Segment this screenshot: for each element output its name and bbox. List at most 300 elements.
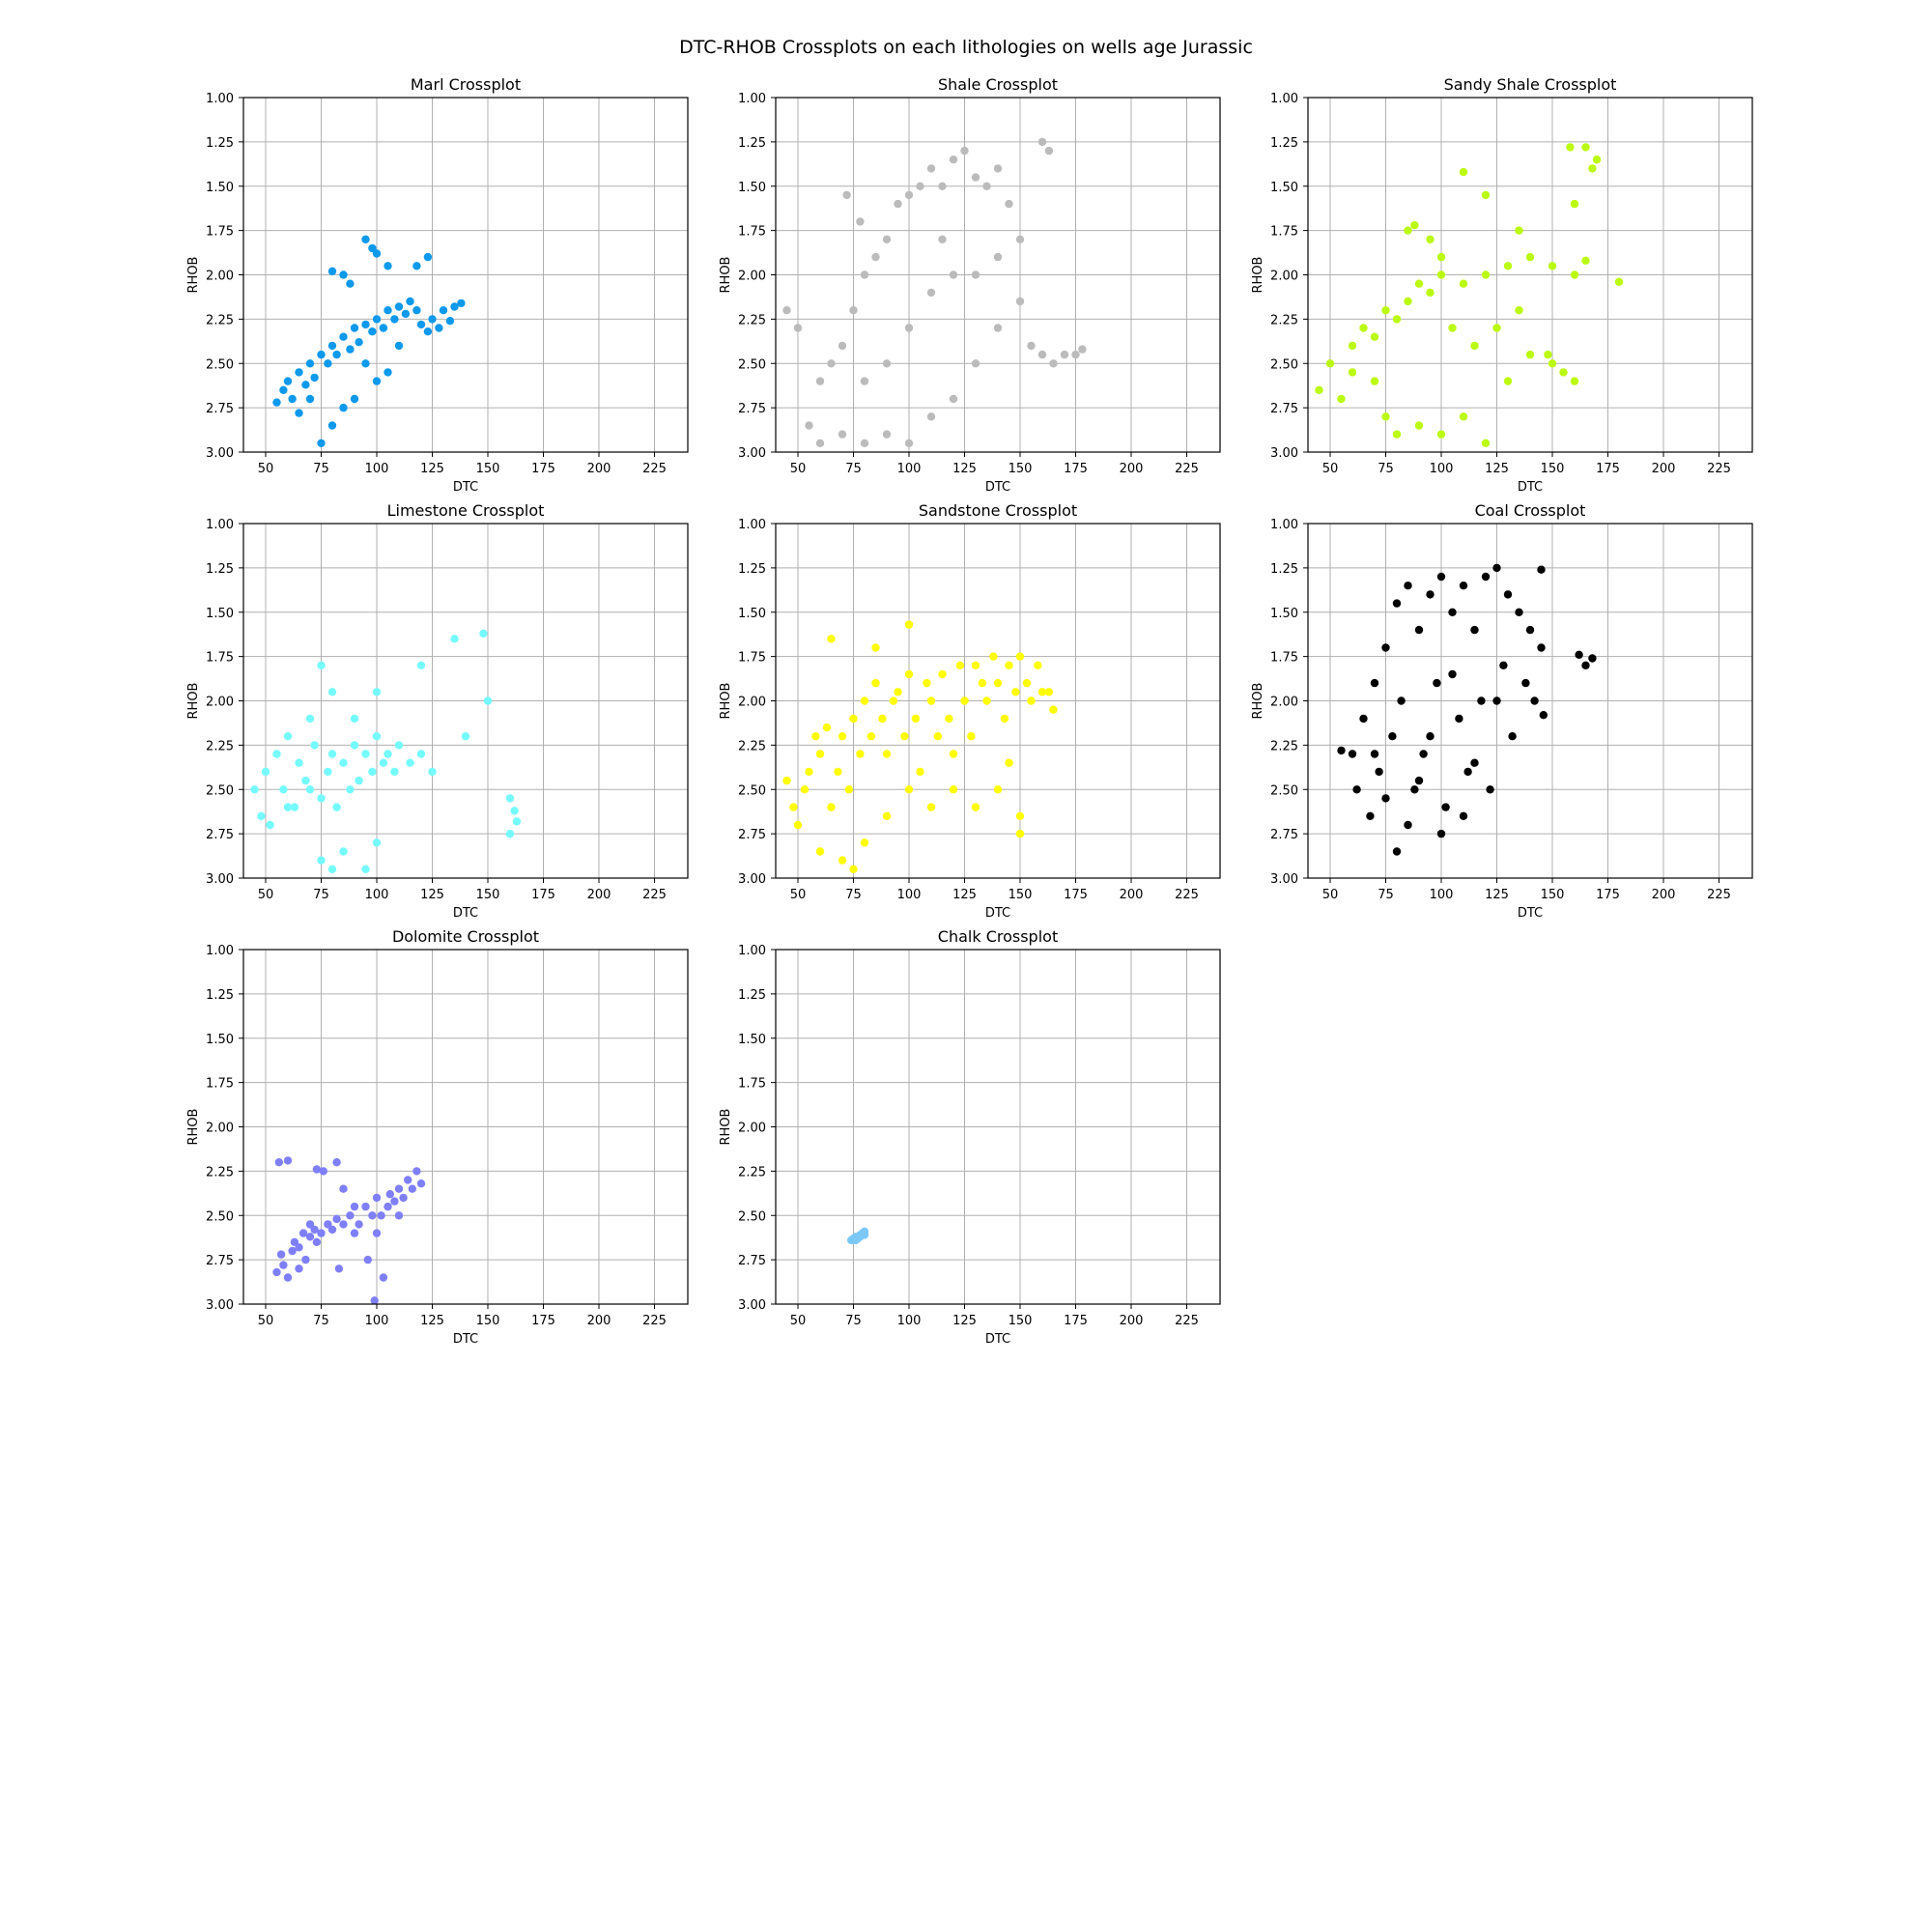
data-point [446,317,454,325]
data-point [346,345,354,353]
data-point [1544,351,1551,358]
data-point [849,715,857,723]
data-point [883,430,891,438]
data-point [927,696,935,704]
data-point [1448,324,1456,331]
data-point [1455,715,1463,723]
data-point [368,327,376,335]
data-point [1571,377,1578,384]
data-point [838,430,846,438]
y-tick-label: 1.50 [1270,606,1298,621]
y-tick-label: 1.50 [206,1032,234,1047]
x-tick-label: 50 [1321,888,1339,902]
x-tick-label: 200 [1119,888,1144,902]
data-point [894,688,901,696]
x-axis-label: DTC [1517,906,1544,921]
data-point [1566,143,1574,151]
data-point [306,359,314,367]
subplot [1251,501,1752,921]
data-point [1426,590,1434,598]
data-point [457,299,465,307]
data-point [905,670,913,678]
data-point [332,351,340,358]
x-tick-label: 125 [420,462,444,476]
y-tick-label: 2.25 [738,313,766,328]
data-point [871,643,879,651]
data-point [339,333,347,341]
data-point [1426,236,1434,243]
x-tick-label: 75 [1378,888,1394,902]
data-point [938,183,946,190]
x-tick-label: 175 [1064,1314,1088,1328]
data-point [339,1185,347,1193]
y-tick-label: 1.25 [206,987,234,1003]
data-point [1437,270,1445,278]
data-point [1371,679,1378,687]
data-point [834,768,841,776]
x-tick-label: 75 [845,462,862,476]
data-point [373,377,381,384]
y-tick-label: 2.00 [206,269,234,284]
x-tick-label: 100 [364,1314,389,1328]
data-point [1482,191,1490,199]
data-point [384,262,391,270]
data-point [484,696,492,704]
data-point [351,1203,358,1210]
data-point [412,306,420,314]
subplot [719,501,1220,921]
data-point [1071,351,1079,358]
x-tick-label: 100 [364,888,389,902]
data-point [827,635,835,642]
y-axis-label: RHOB [186,256,201,294]
data-point [406,759,413,767]
data-point [849,866,857,873]
data-point [1437,430,1445,438]
x-tick-label: 100 [896,462,922,476]
y-tick-label: 2.50 [206,357,234,373]
data-point [373,688,381,696]
y-tick-label: 1.25 [1270,561,1298,577]
subplot [186,75,688,495]
y-tick-label: 1.25 [738,561,766,577]
data-point [883,750,891,757]
x-tick-label: 150 [1540,888,1565,902]
data-point [428,315,436,323]
y-tick-label: 1.00 [738,518,766,532]
data-point [450,635,458,642]
y-tick-label: 1.75 [738,1076,766,1092]
data-point [883,236,891,243]
y-tick-label: 2.00 [738,695,766,710]
data-point [861,838,868,846]
data-point [1460,280,1467,288]
x-tick-label: 75 [313,462,329,476]
data-point [805,768,812,776]
data-point [288,395,296,403]
y-tick-label: 2.00 [206,1121,234,1136]
data-point [373,1194,381,1202]
data-point [1315,386,1322,394]
data-point [900,732,908,740]
y-tick-label: 1.75 [206,224,234,240]
subplot [186,501,688,921]
data-point [361,236,369,243]
x-tick-label: 175 [531,888,555,902]
x-tick-label: 150 [475,1314,500,1328]
data-point [912,715,920,723]
data-point [380,1273,387,1281]
y-tick-label: 1.00 [206,518,234,532]
data-point [351,1229,358,1236]
data-point [1349,368,1356,376]
y-tick-label: 1.25 [206,135,234,151]
data-point [871,679,879,687]
y-tick-label: 3.00 [206,446,234,461]
data-point [1011,688,1019,696]
y-tick-label: 1.25 [206,561,234,577]
data-point [351,715,358,723]
data-point [905,785,913,793]
data-point [395,1211,403,1219]
data-point [972,803,980,810]
data-point [1492,564,1500,572]
data-point [1049,706,1057,714]
data-point [1393,599,1401,607]
data-point [1016,236,1024,243]
y-axis-label: RHOB [719,1108,733,1146]
data-point [1588,164,1596,172]
x-tick-label: 50 [789,888,807,902]
data-point [794,324,802,331]
x-axis-label: DTC [452,906,479,921]
data-point [346,1211,354,1219]
data-point [1016,298,1024,305]
data-point [994,164,1002,172]
data-point [284,803,292,810]
y-tick-label: 2.00 [738,269,766,284]
data-point [923,679,930,687]
data-point [295,368,302,376]
data-point [1492,324,1500,331]
data-point [916,768,923,776]
x-tick-label: 125 [1485,888,1509,902]
data-point [346,785,354,793]
data-point [424,327,432,335]
data-point [380,759,387,767]
data-point [320,1167,327,1175]
y-tick-label: 2.75 [1270,402,1298,417]
data-point [938,670,946,678]
y-tick-label: 1.25 [1270,135,1298,151]
subplot [186,927,688,1347]
y-tick-label: 1.50 [738,1032,766,1047]
y-tick-label: 2.00 [206,695,234,710]
data-point [967,732,975,740]
data-point [1352,785,1360,793]
data-point [1381,306,1389,314]
data-point [272,398,280,406]
y-tick-label: 1.50 [206,606,234,621]
y-tick-label: 1.00 [738,944,766,958]
data-point [1381,794,1389,802]
data-point [838,342,846,350]
data-point [1393,315,1401,323]
data-point [816,377,824,384]
data-point [927,412,935,420]
data-point [384,1203,391,1210]
x-tick-label: 150 [1008,888,1033,902]
x-tick-label: 225 [1707,888,1731,902]
data-point [373,732,381,740]
x-tick-label: 175 [531,462,555,476]
data-point [361,321,369,328]
data-point [1371,333,1378,341]
y-tick-label: 2.25 [206,1165,234,1180]
data-point [284,1273,292,1281]
data-point [1397,696,1405,704]
data-point [1460,812,1467,820]
data-point [371,1296,379,1304]
y-tick-label: 1.00 [206,92,234,106]
data-point [1437,573,1445,581]
y-tick-label: 2.25 [1270,739,1298,754]
data-point [1404,582,1411,589]
data-point [306,1233,314,1240]
data-point [1415,777,1423,784]
data-point [945,715,952,723]
x-tick-label: 225 [642,462,667,476]
data-point [1437,253,1445,261]
data-point [816,847,824,855]
x-tick-label: 225 [642,1314,667,1328]
data-point [339,847,347,855]
data-point [905,324,913,331]
data-point [417,750,425,757]
y-tick-label: 2.75 [206,1254,234,1269]
subplot [719,75,1220,495]
data-point [938,236,946,243]
data-point [386,1190,394,1198]
data-point [905,620,913,628]
data-point [972,359,980,367]
subplot [1251,75,1752,495]
data-point [972,662,980,669]
y-tick-label: 3.00 [206,872,234,887]
subplot-title: Coal Crossplot [1474,501,1586,520]
data-point [332,1158,340,1166]
data-point [1559,368,1567,376]
y-tick-label: 3.00 [1270,446,1298,461]
data-point [364,1256,372,1264]
data-point [1463,768,1471,776]
data-point [842,191,850,199]
data-point [435,324,442,331]
data-point [1537,643,1545,651]
data-point [1371,750,1378,757]
data-point [1045,147,1053,155]
data-point [861,1231,868,1238]
data-point [1482,573,1490,581]
data-point [306,715,314,723]
data-point [1571,270,1578,278]
data-point [1504,377,1512,384]
data-point [339,759,347,767]
data-point [1426,732,1434,740]
data-point [894,200,901,208]
data-point [295,409,302,416]
data-point [1415,421,1423,429]
subplot-title: Sandstone Crossplot [918,501,1078,520]
data-point [412,262,420,270]
y-tick-label: 2.00 [1270,269,1298,284]
y-axis-label: RHOB [186,1108,201,1146]
data-point [1034,662,1041,669]
y-tick-label: 1.75 [206,1076,234,1092]
data-point [867,732,875,740]
x-tick-label: 50 [789,1314,807,1328]
data-point [301,777,309,784]
data-point [328,866,336,873]
x-tick-label: 100 [1429,888,1454,902]
y-tick-label: 1.50 [1270,180,1298,195]
x-tick-label: 175 [1064,888,1088,902]
y-tick-label: 2.25 [206,739,234,754]
data-point [328,342,336,350]
data-point [927,164,935,172]
y-tick-label: 1.00 [206,944,234,958]
data-point [1482,270,1490,278]
x-tick-label: 50 [257,888,274,902]
data-point [789,803,797,810]
data-point [295,1264,302,1272]
x-tick-label: 75 [313,1314,329,1328]
data-point [351,741,358,749]
data-point [1415,626,1423,634]
x-axis-label: DTC [984,1332,1011,1347]
x-tick-label: 100 [364,462,389,476]
y-tick-label: 1.50 [738,606,766,621]
y-tick-label: 1.75 [206,650,234,666]
x-tick-label: 75 [1378,462,1394,476]
data-point [332,1215,340,1223]
x-tick-label: 150 [1008,1314,1033,1328]
data-point [328,421,336,429]
data-point [277,1250,285,1258]
y-tick-label: 3.00 [738,872,766,887]
x-axis-label: DTC [452,1332,479,1347]
data-point [956,662,964,669]
data-point [823,724,831,731]
data-point [905,440,913,447]
x-tick-label: 175 [1596,888,1620,902]
data-point [1492,696,1500,704]
data-point [279,1261,287,1268]
data-point [1038,138,1046,146]
data-point [827,803,835,810]
data-point [1526,351,1534,358]
data-point [317,794,325,802]
data-point [1588,654,1596,662]
x-tick-label: 150 [475,462,500,476]
data-point [883,812,891,820]
data-point [950,395,957,403]
y-axis-label: RHOB [719,256,733,294]
x-tick-label: 125 [420,888,444,902]
data-point [324,359,331,367]
data-point [1530,696,1538,704]
data-point [1016,812,1024,820]
data-point [339,1220,347,1228]
data-point [950,750,957,757]
data-point [1337,395,1345,403]
data-point [395,302,403,310]
data-point [1508,732,1516,740]
subplot-title: Limestone Crossplot [386,501,545,520]
data-point [1381,412,1389,420]
data-point [960,696,968,704]
data-point [301,381,309,388]
data-point [1460,168,1467,176]
y-tick-label: 2.00 [1270,695,1298,710]
data-point [811,732,819,740]
data-point [916,183,923,190]
data-point [856,750,864,757]
y-tick-label: 2.75 [206,402,234,417]
y-tick-label: 1.00 [738,92,766,106]
data-point [794,821,802,829]
data-point [339,404,347,412]
subplot [719,927,1220,1347]
x-tick-label: 200 [1119,1314,1144,1328]
data-point [1349,750,1356,757]
data-point [1521,679,1529,687]
x-tick-label: 225 [1707,462,1731,476]
x-tick-label: 175 [1064,462,1088,476]
y-tick-label: 2.75 [206,828,234,843]
x-tick-label: 150 [475,888,500,902]
data-point [816,750,824,757]
x-tick-label: 225 [642,888,667,902]
data-point [994,324,1002,331]
data-point [355,1220,362,1228]
data-point [361,359,369,367]
y-tick-label: 2.25 [738,1165,766,1180]
data-point [272,750,280,757]
data-point [1437,830,1445,838]
data-point [972,173,980,181]
data-point [306,1220,314,1228]
data-point [373,315,381,323]
data-point [295,1243,302,1251]
data-point [409,1185,416,1193]
data-point [1581,662,1589,669]
data-point [845,785,853,793]
data-point [994,253,1002,261]
data-point [395,342,403,350]
data-point [301,1256,309,1264]
y-tick-label: 2.25 [738,739,766,754]
data-point [1061,351,1068,358]
data-point [313,1238,321,1246]
data-point [827,359,835,367]
x-tick-label: 200 [586,1314,611,1328]
data-point [1359,715,1367,723]
x-axis-label: DTC [984,480,1011,495]
data-point [1415,280,1423,288]
data-point [849,306,857,314]
x-tick-label: 150 [1540,462,1565,476]
